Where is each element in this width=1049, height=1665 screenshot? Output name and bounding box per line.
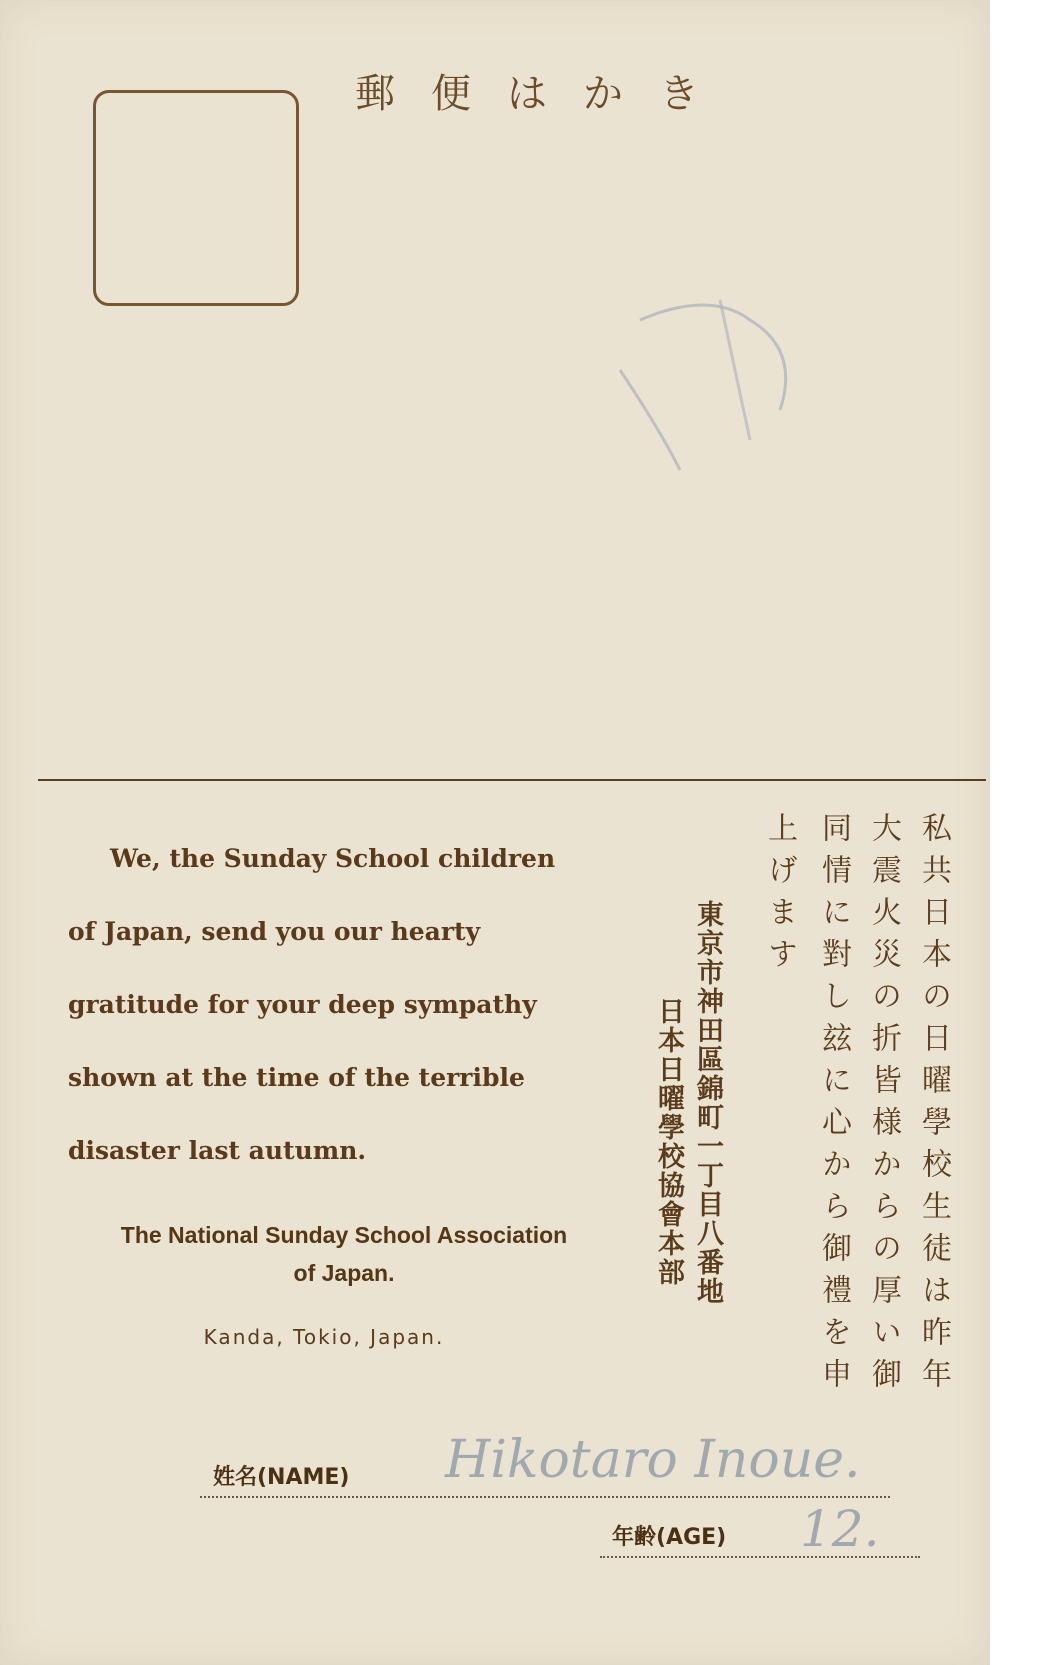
association-name (64, 1216, 624, 1292)
jp-association-column: 日本日曜學校協會本部 (653, 997, 684, 1287)
jp-message-column-4: 上げます (762, 812, 797, 980)
message-line: of Japan, send you our hearty (68, 917, 481, 946)
message-line: disaster last autumn. (68, 1136, 367, 1165)
message-line: shown at the time of the terrible (68, 1063, 525, 1092)
message-english (68, 822, 568, 1187)
divider-line (38, 779, 986, 781)
stamp-placeholder-box (93, 90, 299, 306)
jp-address-column: 東京市神田區錦町一丁目八番地 (692, 900, 723, 1306)
association-line-1: The National Sunday School Association (120, 1222, 568, 1248)
age-label: 年齢(AGE) (612, 1525, 727, 1550)
handwritten-age: 12. (800, 1500, 880, 1558)
jp-message-column-3: 同情に對し玆に心から御禮を申 (816, 812, 851, 1400)
message-line: We, the Sunday School children (110, 844, 556, 873)
scan-border (990, 0, 1049, 1665)
pencil-scribble (600, 280, 820, 480)
message-line: gratitude for your deep sympathy (68, 990, 537, 1019)
handwritten-name: Hikotaro Inoue. (445, 1430, 861, 1490)
jp-message-column-2: 大震火災の折皆様からの厚い御 (866, 812, 901, 1400)
address-english: Kanda, Tokio, Japan. (203, 1325, 445, 1349)
name-label: 姓名(NAME) (213, 1465, 350, 1490)
association-line-2: of Japan. (293, 1260, 395, 1286)
name-dotted-line (200, 1496, 890, 1498)
postcard-header: 郵便はかき (355, 71, 735, 117)
jp-message-column-1: 私共日本の日曜學校生徒は昨年 (916, 812, 951, 1400)
